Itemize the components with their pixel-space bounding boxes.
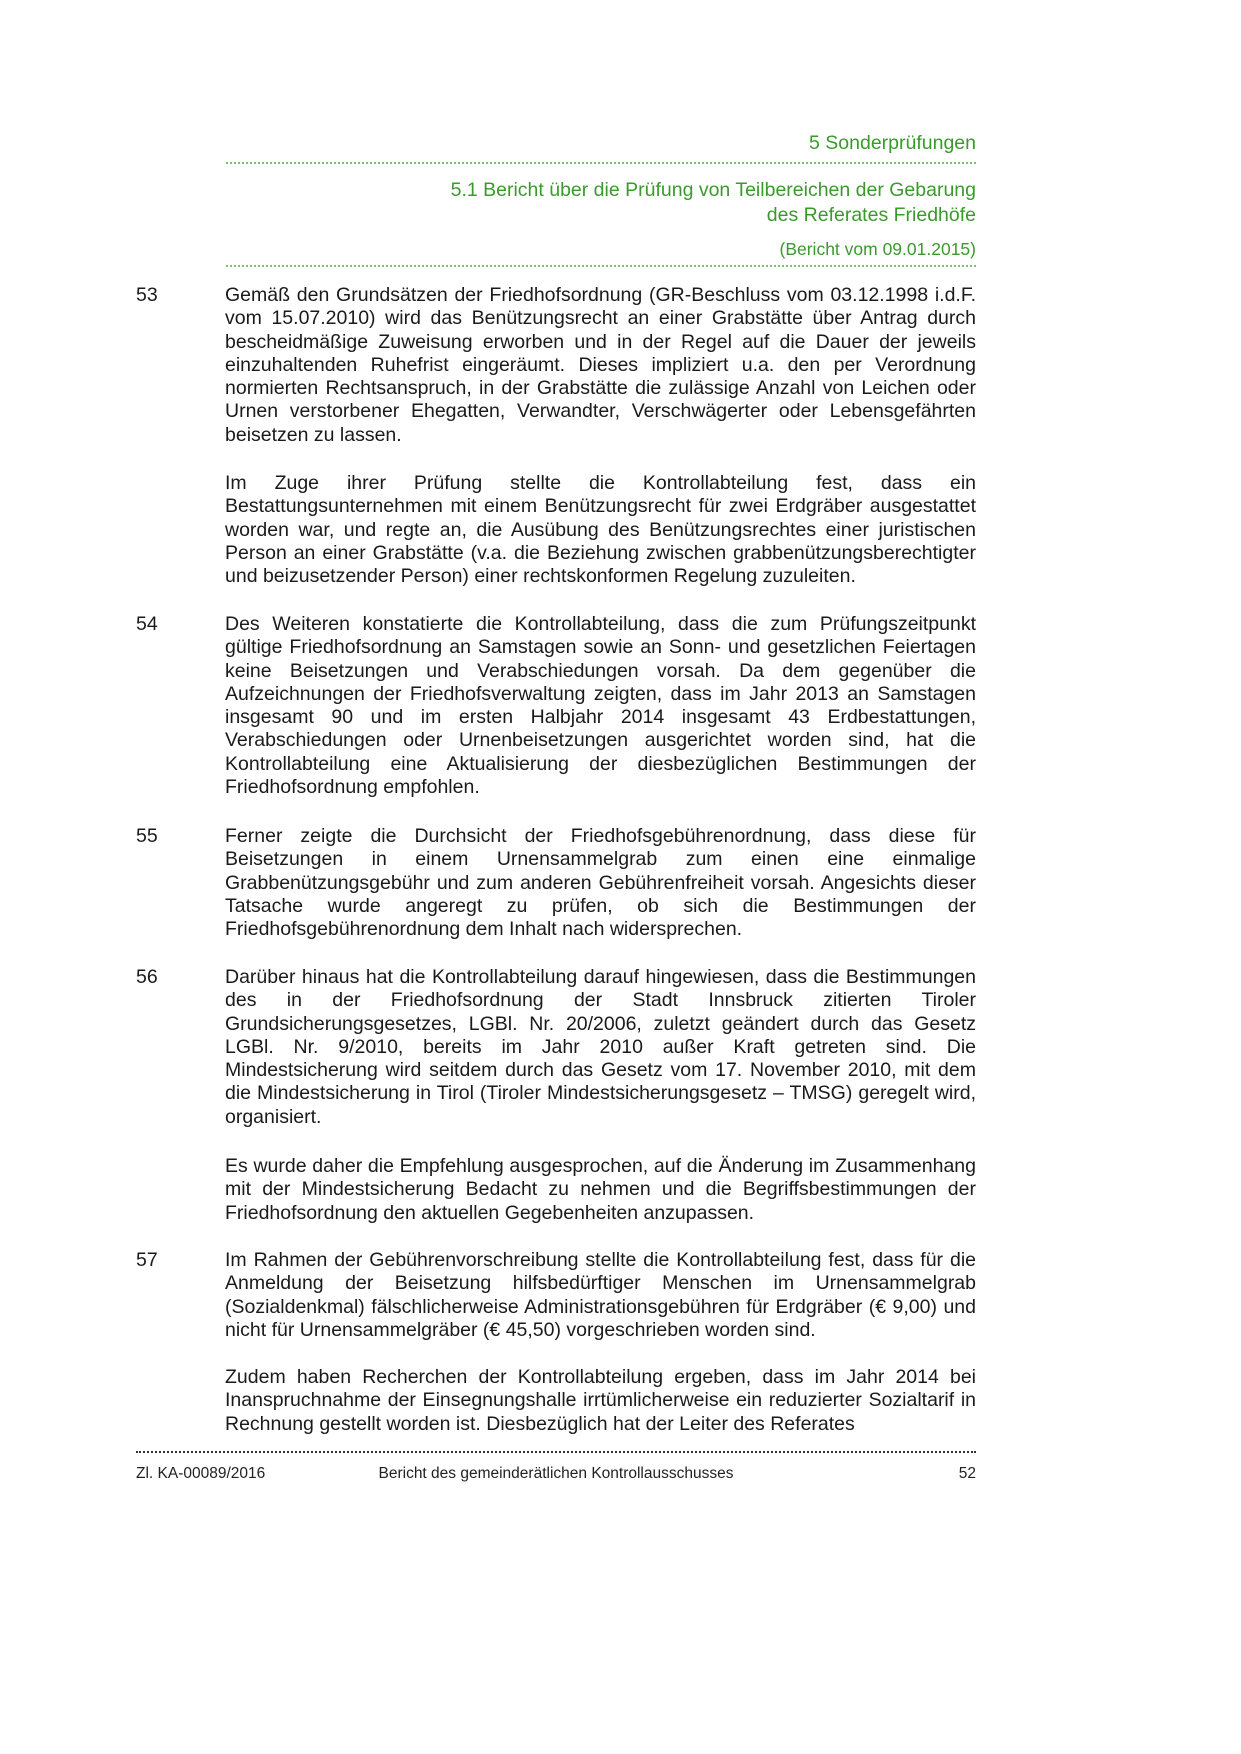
section-heading-line-1: 5.1 Bericht über die Prüfung von Teilbereichen der Gebarung xyxy=(450,179,976,201)
paragraph-text: Des Weiteren konstatierte die Kontrollabteilung, dass die zum Prüfungszeitpunkt gültige Friedhofsordnung an Samstagen sowie an Sonn- und gesetzlichen Feiertagen keine Beisetzungen und Verabschiedungen vorsah. Da dem gegenüber die Aufzeichnungen der Friedhofsverwaltung zeigten, dass im Jahr 2013 an Samstagen insgesamt 90 und im ersten Halbjahr 2014 insgesamt 43 Erdbestattungen, Verabschiedungen oder Urnenbeisetzungen ausgerichtet worden sind, hat die Kontrollabteilung eine Aktualisierung der diesbezüglichen Bestimmungen der Friedhofsordnung empfohlen. xyxy=(225,613,976,799)
paragraph-number: 57 xyxy=(136,1249,158,1271)
header-divider-top xyxy=(226,162,976,164)
paragraph-text: Es wurde daher die Empfehlung ausgesprochen, auf die Änderung im Zusammenhang mit der Mindestsicherung Bedacht zu nehmen und die Begriffsbestimmungen der Friedhofsordnung den aktuellen Gegebenheiten anzupassen. xyxy=(225,1155,976,1224)
document-reference: Zl. KA-00089/2016 xyxy=(136,1465,266,1482)
paragraph-text: Zudem haben Recherchen der Kontrollabteilung ergeben, dass im Jahr 2014 bei Inanspruchnahme der Einsegnungshalle irrtümlicherweise ein reduzierter Sozialtarif in Rechnung gestellt worden ist. Diesbezüglich hat der Leiter des Referates xyxy=(225,1366,976,1435)
paragraph-text: Ferner zeigte die Durchsicht der Friedhofsgebührenordnung, dass diese für Beisetzungen in einem Urnensammelgrab zum einen eine einmalige Grabbenützungsgebühr und zum anderen Gebührenfreiheit vorsah. Angesichts dieser Tatsache wurde angeregt zu prüfen, ob sich die Bestimmungen der Friedhofsgebührenordnung dem Inhalt nach widersprechen. xyxy=(225,825,976,941)
paragraph-53-continued xyxy=(136,472,976,588)
paragraph-number: 56 xyxy=(136,966,158,988)
chapter-heading: 5 Sonderprüfungen xyxy=(809,132,976,154)
paragraph-56-continued xyxy=(136,1155,976,1225)
paragraph-text: Darüber hinaus hat die Kontrollabteilung darauf hingewiesen, dass die Bestimmungen des in der Friedhofsordnung der Stadt Innsbruck zitierten Tiroler Grundsicherungsgesetzes, LGBl. Nr. 20/2006, zuletzt geändert durch das Gesetz LGBl. Nr. 9/2010, bereits im Jahr 2010 außer Kraft getreten sind. Die Mindestsicherung wird seitdem durch das Gesetz vom 17. November 2010, mit dem die Mindestsicherung in Tirol (Tiroler Mindestsicherungsgesetz – TMSG) geregelt wird, organisiert. xyxy=(225,966,976,1128)
paragraph-number: 54 xyxy=(136,613,158,635)
paragraph-57 xyxy=(136,1249,976,1342)
paragraph-text: Gemäß den Grundsätzen der Friedhofsordnung (GR-Beschluss vom 03.12.1998 i.d.F. vom 15.07.2010) wird das Benützungsrecht an einer Grabstätte über Antrag durch bescheidmäßige Zuweisung erworben und in der Regel auf die Dauer der jeweils einzuhaltenden Ruhefrist eingeräumt. Dieses impliziert u.a. den per Verordnung normierten Rechtsanspruch, in der Grabstätte die zulässige Anzahl von Leichen oder Urnen verstorbener Ehegatten, Verwandter, Verschwägerter oder Lebensgefährten beisetzen zu lassen. xyxy=(225,284,976,446)
report-date: (Bericht vom 09.01.2015) xyxy=(779,239,976,259)
footer-divider xyxy=(136,1451,976,1453)
section-heading-line-2: des Referates Friedhöfe xyxy=(766,204,976,226)
paragraph-53 xyxy=(136,284,976,447)
paragraph-text: Im Zuge ihrer Prüfung stellte die Kontrollabteilung fest, dass ein Bestattungsunternehmen mit einem Benützungsrecht für zwei Erdgräber ausgestattet worden war, und regte an, die Ausübung des Benützungsrechtes einer juristischen Person an einer Grabstätte (v.a. die Beziehung zwischen grabbenützungsberechtigter und beizusetzender Person) einer rechtskonformen Regelung zuzuleiten. xyxy=(225,472,976,588)
paragraph-57-continued xyxy=(136,1366,976,1436)
report-title: Bericht des gemeinderätlichen Kontrollausschusses xyxy=(378,1465,734,1482)
paragraph-56 xyxy=(136,966,976,1129)
paragraph-55 xyxy=(136,825,976,941)
paragraph-number: 55 xyxy=(136,825,158,847)
paragraph-number: 53 xyxy=(136,284,158,306)
paragraph-54 xyxy=(136,613,976,799)
header-divider-bottom xyxy=(226,265,976,267)
page-number: 52 xyxy=(958,1465,976,1482)
paragraph-text: Im Rahmen der Gebührenvorschreibung stellte die Kontrollabteilung fest, dass für die Anmeldung der Beisetzung hilfsbedürftiger Menschen im Urnensammelgrab (Sozialdenkmal) fälschlicherweise Administrationsgebühren für Erdgräber (€ 9,00) und nicht für Urnensammelgräber (€ 45,50) vorgeschrieben worden sind. xyxy=(225,1249,976,1341)
